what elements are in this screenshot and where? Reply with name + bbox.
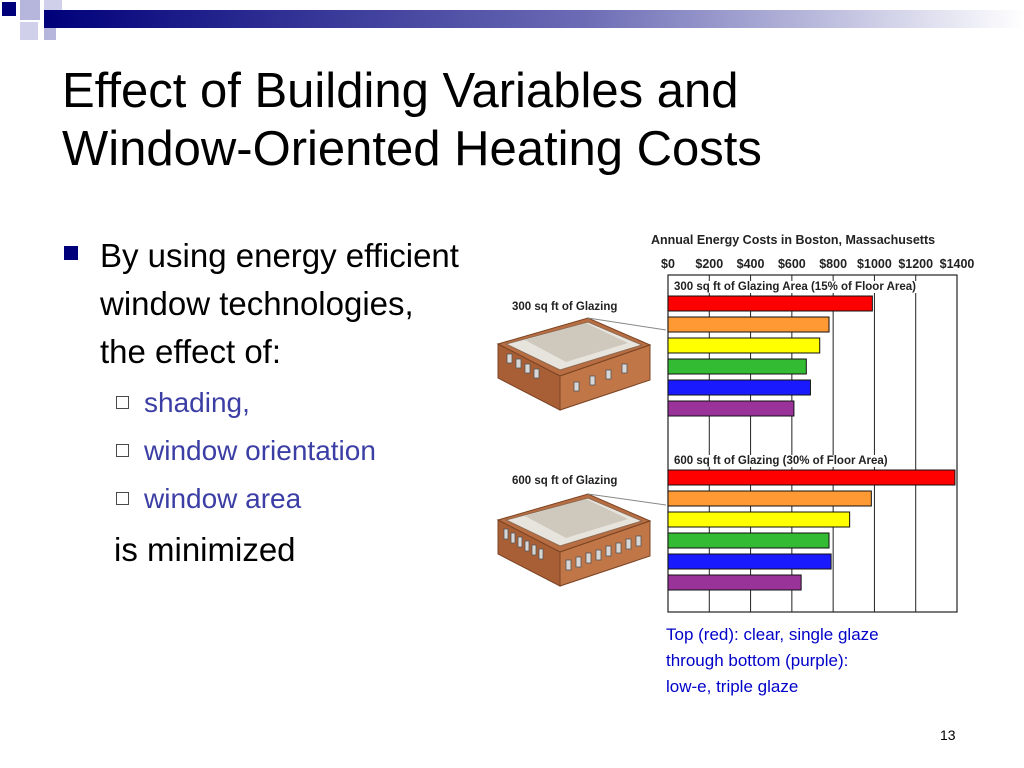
bar — [668, 470, 955, 485]
bar — [668, 575, 801, 590]
x-tick-label: $1200 — [898, 257, 934, 271]
bar — [668, 533, 829, 548]
page-number: 13 — [940, 727, 956, 743]
main-bullet-text: By using energy efficient window technologies, the effect of: — [100, 237, 459, 370]
x-tick-label: $200 — [695, 257, 724, 271]
bar — [668, 554, 831, 569]
bar — [668, 359, 806, 374]
building-600-label: 600 sq ft of Glazing — [512, 475, 618, 487]
bar — [668, 338, 820, 353]
x-tick-label: $1400 — [939, 257, 975, 271]
chart-title: Annual Energy Costs in Boston, Massachusetts — [651, 233, 936, 247]
title-line-1: Effect of Building Variables and — [62, 64, 739, 118]
sub-bullet-text: window orientation — [144, 435, 376, 466]
bar — [668, 401, 794, 416]
bar — [668, 512, 850, 527]
building-300-label: 300 sq ft of Glazing — [512, 301, 618, 313]
caption-line: Top (red): clear, single glaze — [666, 625, 879, 644]
x-tick-label: $600 — [777, 257, 806, 271]
caption-line: through bottom (purple): — [666, 651, 849, 670]
caption-line: low-e, triple glaze — [666, 677, 799, 696]
panel-2-label: 600 sq ft of Glazing (30% of Floor Area) — [674, 455, 888, 467]
sub-bullet-text: window area — [144, 483, 302, 514]
closing-text: is minimized — [114, 531, 296, 568]
bar — [668, 317, 829, 332]
x-tick-label: $800 — [819, 257, 848, 271]
building-300-illustration — [498, 318, 650, 410]
x-tick-label: $1000 — [857, 257, 892, 271]
panel-1-label: 300 sq ft of Glazing Area (15% of Floor Area) — [674, 281, 916, 293]
building-600-illustration — [498, 494, 650, 586]
figure-caption — [666, 622, 986, 700]
x-tick-label: $400 — [736, 257, 765, 271]
bar — [668, 296, 872, 311]
bar — [668, 380, 810, 395]
title-line-2: Window-Oriented Heating Costs — [62, 122, 762, 176]
sub-bullet-text: shading, — [144, 387, 250, 418]
bar — [668, 491, 871, 506]
x-tick-label: $0 — [661, 257, 675, 271]
